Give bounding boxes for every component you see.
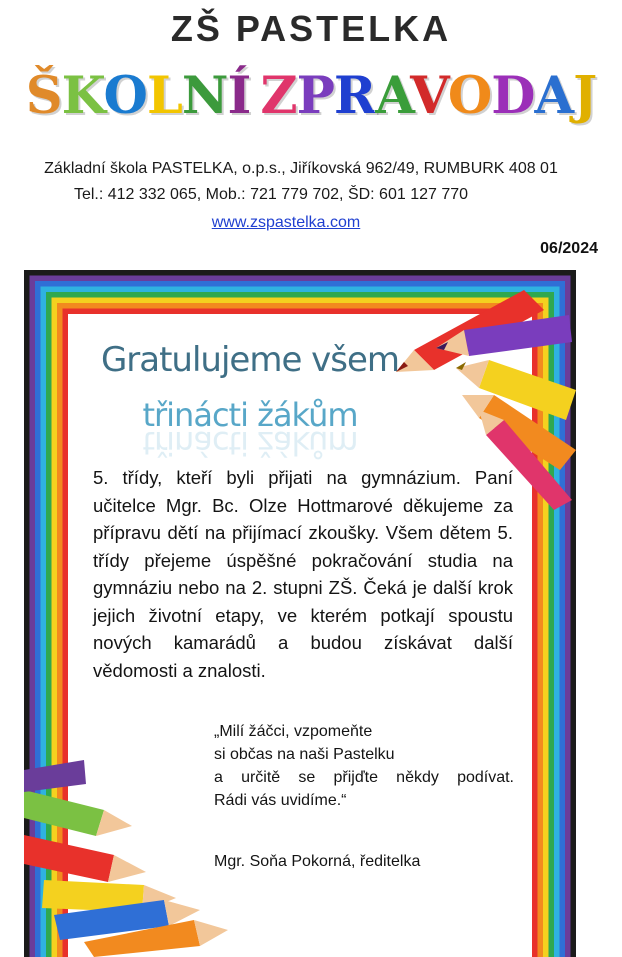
title-letter: J — [573, 66, 597, 126]
title-letter: Š — [25, 66, 62, 126]
title-letter: V — [410, 66, 448, 126]
title-letter: N — [181, 66, 228, 126]
quote-line: „Milí žáčci, vzpomeňte — [214, 723, 373, 740]
school-phones: Tel.: 412 332 065, Mob.: 721 779 702, ŠD: 601 127 770 — [73, 186, 469, 203]
title-letter: R — [333, 66, 376, 126]
article-headline-line1: Gratulujeme všem — [100, 340, 400, 380]
quote-line: Rádi vás uvidíme.“ — [214, 792, 347, 809]
article-headline-reflection: třinácti žákům — [142, 424, 358, 462]
title-letter: O — [103, 66, 147, 126]
school-logo-name — [0, 8, 622, 50]
title-letter: P — [296, 66, 334, 126]
director-signature: Mgr. Soňa Pokorná, ředitelka — [214, 853, 421, 870]
article-headline-line2: třinácti žákům — [142, 396, 358, 434]
article-body: 5. třídy, kteří byli přijati na gymnázium. Paní učitelce Mgr. Bc. Olze Hottmarové děkujeme za přípravu dětí na přijímací zkoušky. Všem dětem 5. třídy přejeme úspěšné pokračování studia na gymnáziu nebo na 2. stupni ZŠ. Čeká je další krok jejich životní etapy, ve kterém potkají spoustu nových kamarádů a budou získávat další vědomosti a znalosti. — [93, 467, 513, 681]
website-link[interactable]: www.zspastelka.com — [211, 214, 361, 231]
title-letter: O — [447, 66, 492, 126]
title-letter: K — [61, 66, 104, 126]
title-letter: Í — [227, 66, 251, 126]
newsletter-title — [0, 66, 622, 126]
quote-line: si občas na naši Pastelku — [214, 746, 395, 763]
title-letter: A — [375, 66, 411, 126]
quote-line: a určitě se přijďte někdy podívat. — [214, 769, 514, 786]
school-name-text: ZŠ PASTELKA — [170, 8, 452, 49]
title-letter: A — [534, 66, 574, 126]
title-letter: Z — [260, 66, 297, 126]
school-address: Základní škola PASTELKA, o.p.s., Jiříkovská 962/49, RUMBURK 408 01 — [44, 160, 558, 177]
title-letter: L — [146, 66, 182, 126]
issue-number: 06/2024 — [540, 240, 598, 257]
title-letter: D — [491, 66, 535, 126]
director-quote — [214, 720, 514, 812]
